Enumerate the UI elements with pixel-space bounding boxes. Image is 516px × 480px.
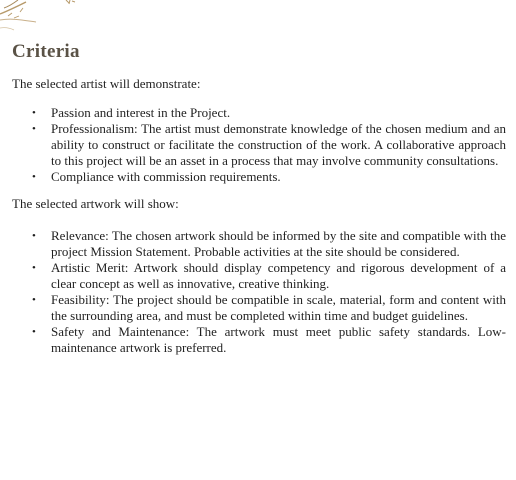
- list-item-text: Feasibility: The project should be compatible in scale, material, form and content with the surrounding area, and must be completed within time and budget guidelines.: [51, 292, 506, 323]
- list-item-text: Safety and Maintenance: The artwork must meet public safety standards. Low-maintenance artwork is preferred.: [51, 324, 506, 355]
- list-item: [32, 324, 506, 356]
- list-item-text: Relevance: The chosen artwork should be informed by the site and compatible with the project Mission Statement. Probable activities at the site should be considered.: [51, 228, 506, 259]
- list-item-text: Professionalism: The artist must demonstrate knowledge of the chosen medium and an ability to construct or facilitate the construction of the work. A collaborative approach to this project will be an asset in a process that may involve community consultations.: [51, 121, 506, 168]
- list-item-text: Passion and interest in the Project.: [51, 105, 231, 120]
- criteria-section: [12, 40, 506, 356]
- bullet-icon: •: [32, 230, 36, 242]
- bullet-icon: •: [32, 262, 36, 274]
- bullet-icon: •: [32, 107, 36, 119]
- list-item-text: Compliance with commission requirements.: [51, 169, 281, 184]
- list-item: [32, 169, 506, 185]
- bullet-icon: •: [32, 171, 36, 183]
- artist-criteria-list: [12, 105, 506, 185]
- bullet-icon: •: [32, 294, 36, 306]
- list-item: [32, 105, 506, 121]
- list-item: [32, 292, 506, 324]
- artist-criteria-intro: The selected artist will demonstrate:: [12, 76, 201, 91]
- list-item-text: Artistic Merit: Artwork should display competency and rigorous development of a clear concept as well as innovative, creative thinking.: [51, 260, 506, 291]
- decorative-branch-graphic: [0, 0, 90, 34]
- artwork-criteria-intro: The selected artwork will show:: [12, 196, 179, 211]
- section-heading: Criteria: [12, 41, 80, 62]
- list-item: [32, 228, 506, 260]
- artwork-criteria-list: [12, 228, 506, 356]
- bullet-icon: •: [32, 326, 36, 338]
- list-item: [32, 260, 506, 292]
- bullet-icon: •: [32, 123, 36, 135]
- list-item: [32, 121, 506, 169]
